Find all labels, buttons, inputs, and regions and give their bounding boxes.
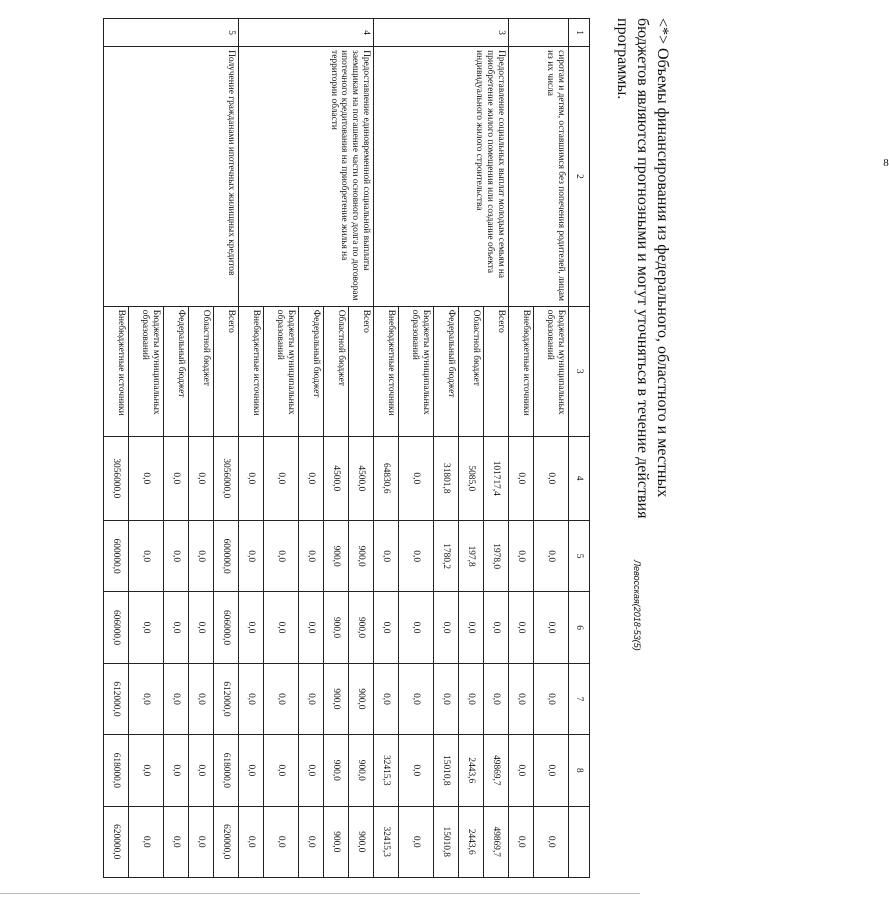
value-cell: 0,0	[534, 520, 569, 591]
value-cell: 0,0	[534, 663, 569, 734]
value-cell: 0,0	[129, 663, 164, 734]
header-cell-4: 4	[569, 436, 590, 520]
funding-source: Внебюджетные источники	[374, 306, 399, 436]
value-cell: 0,0	[264, 436, 299, 520]
value-cell: 0,0	[129, 436, 164, 520]
value-cell: 900,0	[324, 520, 349, 591]
value-cell: 900,0	[349, 592, 374, 663]
value-cell: 0,0	[239, 735, 264, 806]
value-cell: 606000,0	[104, 592, 129, 663]
row-description: Предоставление единовременной социальной выплаты заемщикам на погашение части основного долга по договорам ипотечного кредитования на приобретение жилья на территории области	[239, 47, 374, 307]
value-cell: 0,0	[399, 663, 434, 734]
value-cell: 900,0	[349, 663, 374, 734]
value-cell: 0,0	[299, 592, 324, 663]
header-cell-7: 7	[569, 663, 590, 734]
page-edge-line	[0, 893, 640, 894]
value-cell: 2443,6	[459, 806, 484, 877]
value-cell: 2443,6	[459, 735, 484, 806]
value-cell: 0,0	[459, 592, 484, 663]
funding-source: Бюджеты муниципальных образований	[129, 306, 164, 436]
value-cell: 0,0	[264, 806, 299, 877]
header-cell-8: 8	[569, 735, 590, 806]
value-cell: 15010,8	[434, 735, 459, 806]
table-row	[534, 19, 569, 878]
value-cell: 0,0	[164, 520, 189, 591]
funding-source: Всего	[214, 306, 239, 436]
value-cell: 900,0	[324, 663, 349, 734]
value-cell: 0,0	[129, 520, 164, 591]
value-cell: 1780,2	[434, 520, 459, 591]
row-description: Предоставление социальных выплат молодым семьям на приобретение жилого помещения или создание объекта индивидуального жилого строительства	[374, 47, 509, 307]
value-cell: 0,0	[164, 735, 189, 806]
value-cell: 32415,3	[374, 735, 399, 806]
value-cell: 0,0	[239, 592, 264, 663]
funding-source: Федеральный бюджет	[434, 306, 459, 436]
value-cell: 64830,6	[374, 436, 399, 520]
funding-source: Внебюджетные источники	[104, 306, 129, 436]
value-cell: 0,0	[299, 663, 324, 734]
table-row	[484, 19, 509, 878]
row-index: 5	[104, 19, 239, 47]
funding-source: Областной бюджет	[324, 306, 349, 436]
funding-source: Бюджеты муниципальных образований	[534, 306, 569, 436]
value-cell: 0,0	[264, 592, 299, 663]
value-cell: 0,0	[434, 592, 459, 663]
funding-source: Областной бюджет	[189, 306, 214, 436]
header-cell-6: 6	[569, 592, 590, 663]
header-cell-1: 1	[569, 19, 590, 47]
value-cell: 0,0	[264, 735, 299, 806]
value-cell: 0,0	[264, 520, 299, 591]
value-cell: 0,0	[534, 436, 569, 520]
row-description: сиротам и детям, оставшимся без попечения родителей, лицам из их числа	[509, 47, 569, 307]
financing-table	[103, 18, 590, 878]
value-cell: 0,0	[239, 663, 264, 734]
value-cell: 197,8	[459, 520, 484, 591]
value-cell: 620000,0	[214, 806, 239, 877]
value-cell: 0,0	[299, 436, 324, 520]
value-cell: 49869,7	[484, 735, 509, 806]
value-cell: 0,0	[509, 592, 534, 663]
value-cell: 900,0	[349, 520, 374, 591]
row-index: 3	[374, 19, 509, 47]
row-index	[509, 19, 569, 47]
value-cell: 15010,8	[434, 806, 459, 877]
value-cell: 612000,0	[104, 663, 129, 734]
value-cell: 620000,0	[104, 806, 129, 877]
value-cell: 606000,0	[214, 592, 239, 663]
value-cell: 1978,0	[484, 520, 509, 591]
value-cell: 5085,0	[459, 436, 484, 520]
funding-source: Федеральный бюджет	[299, 306, 324, 436]
page-number: 8	[883, 156, 889, 169]
header-row	[569, 19, 590, 878]
value-cell: 0,0	[534, 735, 569, 806]
header-cell-5: 5	[569, 520, 590, 591]
value-cell: 4500,0	[324, 436, 349, 520]
value-cell: 0,0	[189, 436, 214, 520]
funding-source: Внебюджетные источники	[239, 306, 264, 436]
value-cell: 0,0	[129, 735, 164, 806]
value-cell: 32415,3	[374, 806, 399, 877]
row-index: 4	[239, 19, 374, 47]
value-cell: 0,0	[484, 592, 509, 663]
value-cell: 0,0	[164, 806, 189, 877]
row-description: Получение гражданами ипотечных жилищных кредитов	[104, 47, 239, 307]
value-cell: 0,0	[534, 592, 569, 663]
value-cell: 0,0	[129, 592, 164, 663]
value-cell: 0,0	[509, 520, 534, 591]
value-cell: 618000,0	[214, 735, 239, 806]
funding-source: Внебюджетные источники	[509, 306, 534, 436]
funding-source: Всего	[349, 306, 374, 436]
value-cell: 31801,8	[434, 436, 459, 520]
value-cell: 612000,0	[214, 663, 239, 734]
value-cell: 0,0	[164, 436, 189, 520]
value-cell: 0,0	[239, 436, 264, 520]
value-cell: 600000,0	[104, 520, 129, 591]
value-cell: 0,0	[509, 436, 534, 520]
value-cell: 3056000,0	[214, 436, 239, 520]
value-cell: 0,0	[189, 520, 214, 591]
value-cell: 0,0	[399, 592, 434, 663]
value-cell: 0,0	[399, 806, 434, 877]
value-cell: 0,0	[264, 663, 299, 734]
value-cell: 0,0	[239, 520, 264, 591]
value-cell: 0,0	[534, 806, 569, 877]
header-cell-3: 3	[569, 306, 590, 436]
value-cell: 0,0	[399, 436, 434, 520]
value-cell: 0,0	[129, 806, 164, 877]
value-cell: 0,0	[374, 592, 399, 663]
value-cell: 0,0	[374, 663, 399, 734]
value-cell: 0,0	[509, 735, 534, 806]
value-cell: 101717,4	[484, 436, 509, 520]
value-cell: 0,0	[484, 663, 509, 734]
value-cell: 4500,0	[349, 436, 374, 520]
value-cell: 0,0	[239, 806, 264, 877]
value-cell: 0,0	[399, 735, 434, 806]
value-cell: 600000,0	[214, 520, 239, 591]
header-cell-9	[569, 806, 590, 877]
value-cell: 900,0	[324, 735, 349, 806]
value-cell: 0,0	[189, 663, 214, 734]
document-stamp: Левосская(2018-53(5)	[632, 560, 642, 651]
value-cell: 0,0	[399, 520, 434, 591]
value-cell: 900,0	[324, 592, 349, 663]
value-cell: 0,0	[299, 520, 324, 591]
funding-source: Бюджеты муниципальных образований	[264, 306, 299, 436]
value-cell: 900,0	[349, 735, 374, 806]
table-row	[214, 19, 239, 878]
funding-source: Всего	[484, 306, 509, 436]
value-cell: 0,0	[374, 520, 399, 591]
value-cell: 618000,0	[104, 735, 129, 806]
value-cell: 0,0	[299, 806, 324, 877]
footnote: <*> Объемы финансирования из федерального, областного и местных бюджетов являются прогнозными и могут уточняться в течение действия программы.	[614, 18, 671, 519]
value-cell: 900,0	[349, 806, 374, 877]
value-cell: 3056000,0	[104, 436, 129, 520]
value-cell: 0,0	[164, 663, 189, 734]
value-cell: 0,0	[164, 592, 189, 663]
table-row	[349, 19, 374, 878]
header-cell-2: 2	[569, 47, 590, 307]
value-cell: 0,0	[509, 663, 534, 734]
value-cell: 0,0	[189, 735, 214, 806]
funding-source: Бюджеты муниципальных образований	[399, 306, 434, 436]
value-cell: 0,0	[459, 663, 484, 734]
value-cell: 0,0	[189, 806, 214, 877]
funding-source: Федеральный бюджет	[164, 306, 189, 436]
value-cell: 49869,7	[484, 806, 509, 877]
value-cell: 0,0	[189, 592, 214, 663]
value-cell: 0,0	[509, 806, 534, 877]
value-cell: 900,0	[324, 806, 349, 877]
funding-source: Областной бюджет	[459, 306, 484, 436]
value-cell: 0,0	[434, 663, 459, 734]
value-cell: 0,0	[299, 735, 324, 806]
